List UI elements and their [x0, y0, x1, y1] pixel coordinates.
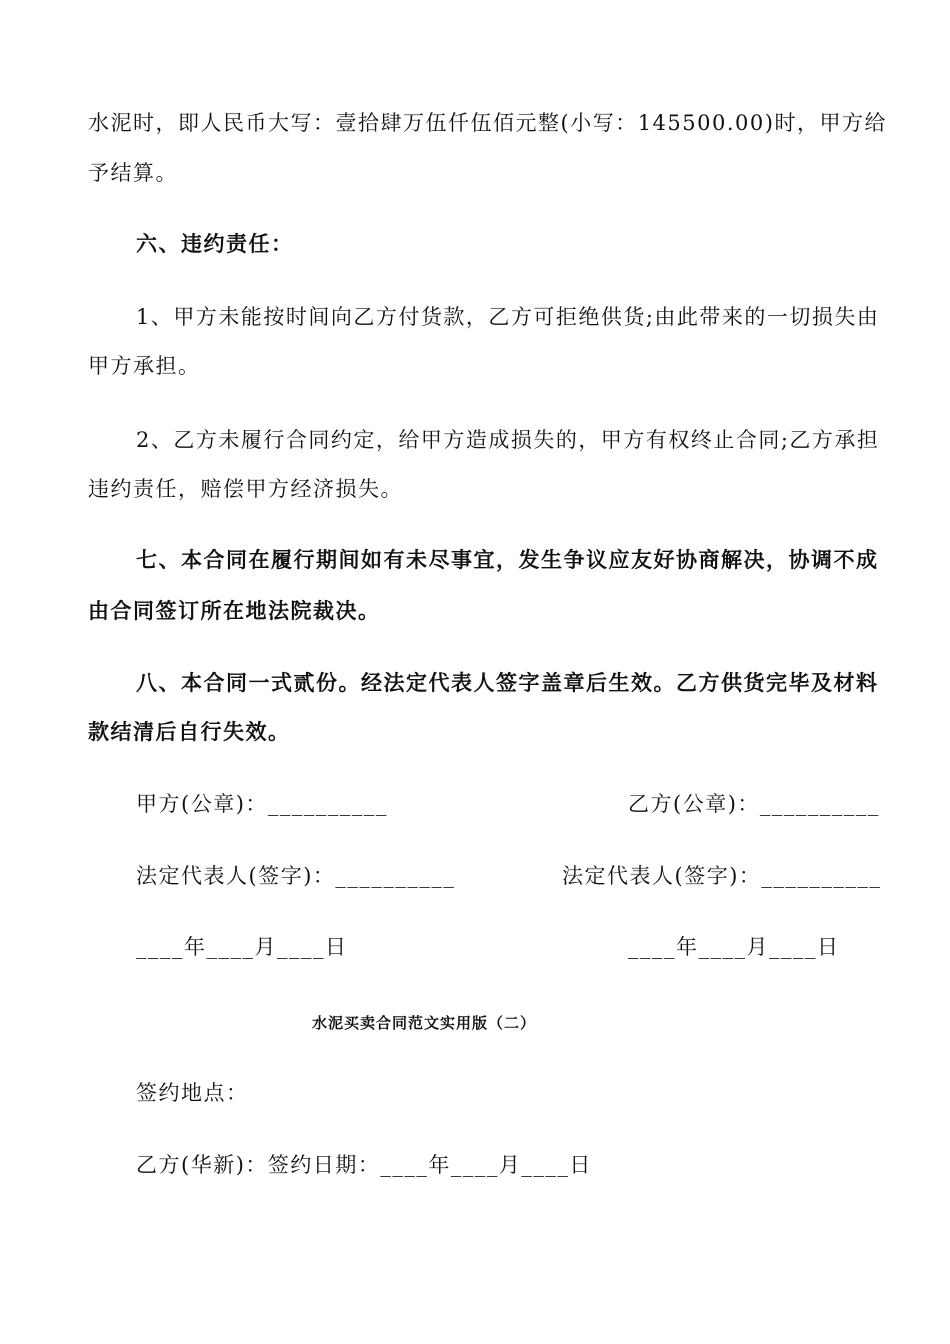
section-7-line-2: 由合同签订所在地法院裁决。: [88, 598, 381, 623]
party-a-seal: 甲方(公章)：__________: [136, 792, 388, 816]
party-a-representative: 法定代表人(签字)：__________: [136, 864, 456, 888]
payment-line-2: 予结算。: [88, 161, 178, 185]
second-contract-title: 水泥买卖合同范文实用版（二）: [311, 1014, 536, 1032]
section-6-item-2-line-1: 2、乙方未履行合同约定，给甲方造成损失的，甲方有权终止合同;乙方承担: [136, 428, 880, 452]
section-6-item-1-line-2: 甲方承担。: [88, 354, 201, 378]
section-8-line-2: 款结清后自行失效。: [88, 719, 291, 744]
section-6-heading: 六、违约责任：: [136, 231, 294, 256]
signing-place: 签约地点：: [136, 1081, 249, 1105]
party-b-representative: 法定代表人(签字)：__________: [562, 864, 882, 888]
party-b-seal: 乙方(公章)：__________: [628, 792, 880, 816]
section-7-line-1: 七、本合同在履行期间如有未尽事宜，发生争议应友好协商解决，协调不成: [136, 547, 879, 572]
payment-line-1: 水泥时，即人民币大写：壹拾肆万伍仟伍佰元整(小写：145500.00)时，甲方给: [88, 111, 887, 135]
section-8-line-1: 八、本合同一式贰份。经法定代表人签字盖章后生效。乙方供货完毕及材料: [136, 670, 879, 695]
party-b-signing-date: 乙方(华新)：签约日期：____年____月____日: [136, 1153, 592, 1177]
section-6-item-1-line-1: 1、甲方未能按时间向乙方付货款，乙方可拒绝供货;由此带来的一切损失由: [136, 305, 880, 329]
party-a-date: ____年____月____日: [136, 935, 348, 959]
party-b-date: ____年____月____日: [628, 935, 840, 959]
section-6-item-2-line-2: 违约责任，赔偿甲方经济损失。: [88, 477, 403, 501]
